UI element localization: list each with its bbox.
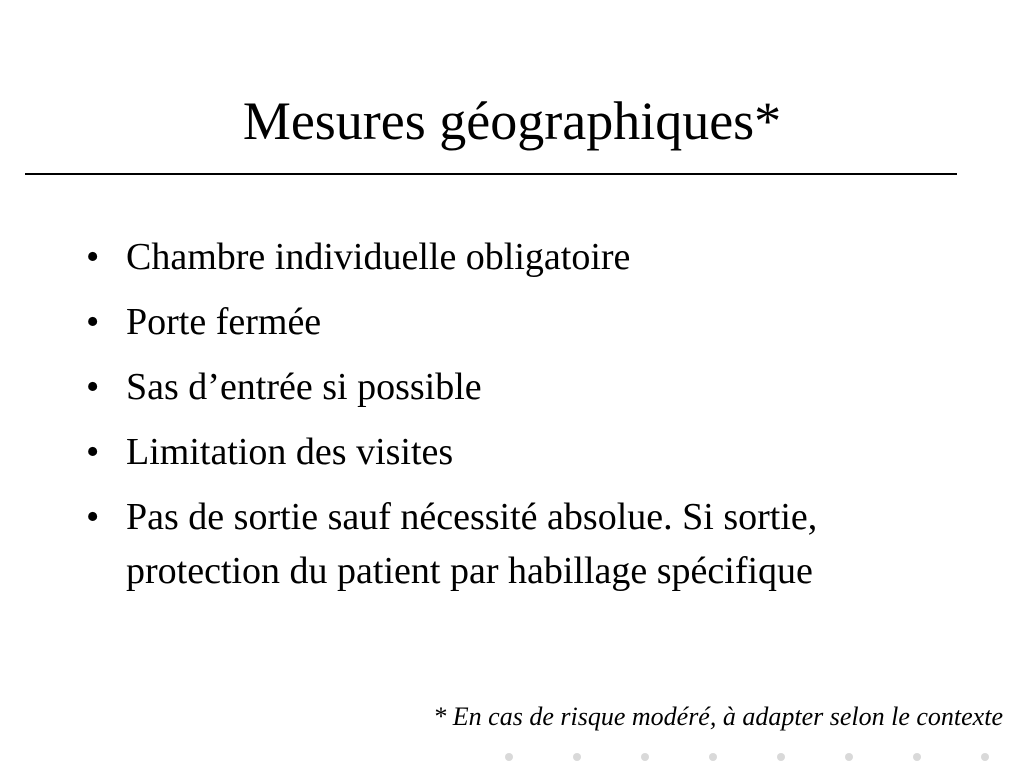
bullet-text: Chambre individuelle obligatoire — [126, 236, 631, 278]
title-divider — [25, 173, 957, 175]
bullet-marker: • — [86, 366, 100, 408]
bullet-text: Sas d’entrée si possible — [126, 366, 482, 408]
bullet-item — [86, 360, 886, 414]
decor-dot — [913, 753, 921, 761]
bullet-item — [86, 295, 886, 349]
decor-dot — [641, 753, 649, 761]
footnote: * En cas de risque modéré, à adapter selon le contexte — [433, 702, 1003, 731]
decor-dot — [845, 753, 853, 761]
bullet-text: Porte fermée — [126, 301, 322, 343]
bullet-item — [86, 490, 886, 598]
bullet-text: Pas de sortie sauf nécessité absolue. Si sortie, protection du patient par habillage spécifique — [126, 496, 818, 592]
bullet-marker: • — [86, 301, 100, 343]
bullet-list — [86, 230, 886, 609]
slide-title: Mesures géographiques* — [242, 91, 782, 151]
bullet-item — [86, 230, 886, 284]
bullet-marker: • — [86, 236, 100, 278]
decor-dot — [981, 753, 989, 761]
decor-dot — [505, 753, 513, 761]
bullet-item — [86, 425, 886, 479]
decor-dot — [573, 753, 581, 761]
bullet-text: Limitation des visites — [126, 431, 454, 473]
bullet-marker: • — [86, 431, 100, 473]
bullet-marker: • — [86, 496, 100, 538]
decor-dot — [709, 753, 717, 761]
decorative-dots — [505, 753, 1024, 765]
decor-dot — [777, 753, 785, 761]
